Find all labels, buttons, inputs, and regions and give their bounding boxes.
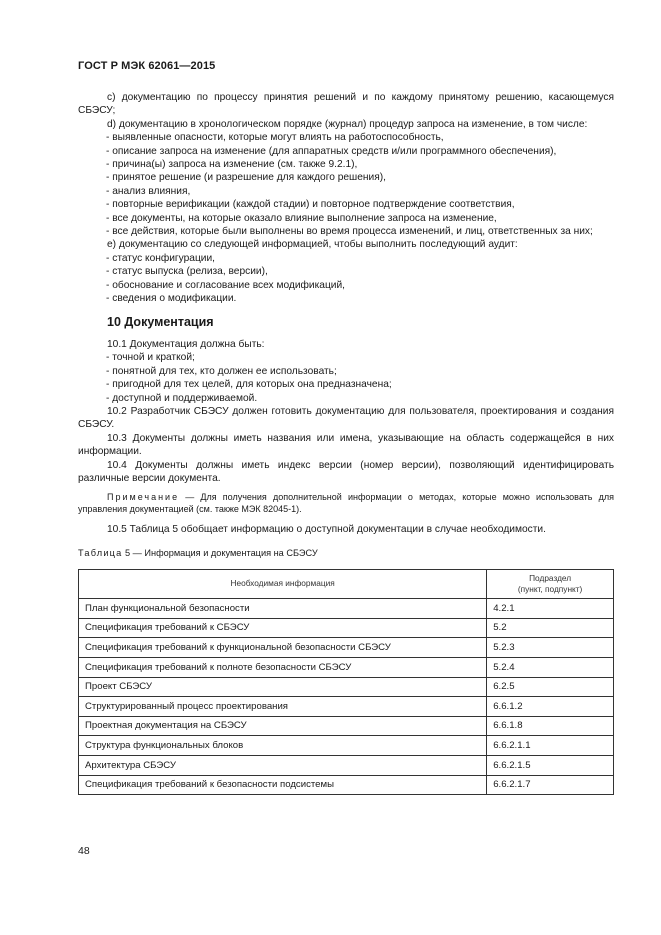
documentation-table xyxy=(78,569,614,795)
cell-info: Проект СБЭСУ xyxy=(79,677,487,697)
table-row xyxy=(79,697,614,717)
list-item: - анализ влияния, xyxy=(106,185,191,197)
list-item: - все документы, на которые оказало влияние выполнение запроса на изменение, xyxy=(106,212,497,224)
table-caption-text: 5 — Информация и документация на СБЭСУ xyxy=(122,547,318,558)
list-item: - обоснование и согласование всех модификаций, xyxy=(106,279,346,291)
table-row xyxy=(79,677,614,697)
paragraph-10-2: 10.2 Разработчик СБЭСУ должен готовить документацию для пользователя, проектирования и создания СБЭСУ. xyxy=(78,405,614,431)
note xyxy=(78,491,614,515)
document-body xyxy=(78,91,614,795)
cell-info: Спецификация требований к безопасности подсистемы xyxy=(79,775,487,795)
page-number: 48 xyxy=(78,845,90,857)
table-row xyxy=(79,736,614,756)
list-item: - статус выпуска (релиза, версии), xyxy=(106,266,268,278)
requirements-list xyxy=(78,351,614,405)
list-item: - все действия, которые были выполнены во время процесса изменений, и лиц, ответственных за них; xyxy=(106,226,593,238)
section-title: 10 Документация xyxy=(107,314,214,329)
cell-ref: 5.2 xyxy=(487,618,614,638)
table-row xyxy=(79,618,614,638)
list-e-items xyxy=(78,252,614,306)
paragraph-10-5: 10.5 Таблица 5 обобщает информацию о доступной документации в случае необходимости. xyxy=(107,524,546,536)
list-item: - причина(ы) запроса на изменение (см. также 9.2.1), xyxy=(106,159,358,171)
cell-ref: 5.2.3 xyxy=(487,638,614,658)
table-caption-label: Таблица xyxy=(78,547,123,558)
cell-ref: 5.2.4 xyxy=(487,657,614,677)
list-item: - пригодной для тех целей, для которых она предназначена; xyxy=(106,379,392,391)
table-row xyxy=(79,716,614,736)
table-row xyxy=(79,775,614,795)
cell-info: Проектная документация на СБЭСУ xyxy=(79,716,487,736)
cell-info: Спецификация требований к полноте безопасности СБЭСУ xyxy=(79,657,487,677)
cell-info: Структура функциональных блоков xyxy=(79,736,487,756)
cell-ref: 4.2.1 xyxy=(487,599,614,619)
cell-info: Архитектура СБЭСУ xyxy=(79,755,487,775)
table-row xyxy=(79,599,614,619)
list-item: - выявленные опасности, которые могут влиять на работоспособность, xyxy=(106,132,444,144)
table-row xyxy=(79,755,614,775)
paragraph-10-1: 10.1 Документация должна быть: xyxy=(107,338,265,350)
list-item-e-intro: е) документацию со следующей информацией, чтобы выполнить последующий аудит: xyxy=(107,239,518,251)
cell-ref: 6.6.2.1.1 xyxy=(487,736,614,756)
list-item: - статус конфигурации, xyxy=(106,252,216,264)
list-item-d-intro: d) документацию в хронологическом порядке (журнал) процедур запроса на изменение, в том числе: xyxy=(107,118,588,130)
list-d-items xyxy=(78,131,614,238)
column-header-subsection-line2: (пункт, подпункт) xyxy=(517,584,583,595)
table-row xyxy=(79,638,614,658)
column-header-subsection xyxy=(487,570,614,599)
cell-ref: 6.2.5 xyxy=(487,677,614,697)
cell-ref: 6.6.2.1.7 xyxy=(487,775,614,795)
list-item: - повторные верификации (каждой стадии) и повторное подтверждение соответствия, xyxy=(106,199,515,211)
cell-info: Спецификация требований к СБЭСУ xyxy=(79,618,487,638)
column-header-subsection-line1: Подраздел xyxy=(529,573,572,584)
cell-info: Структурированный процесс проектирования xyxy=(79,697,487,717)
list-item: - принятое решение (и разрешение для каждого решения), xyxy=(106,172,386,184)
list-item: - описание запроса на изменение (для аппаратных средств и/или программного обеспечения), xyxy=(106,145,557,157)
list-item: - сведения о модификации. xyxy=(106,293,237,305)
cell-info: План функциональной безопасности xyxy=(79,599,487,619)
paragraph-10-4: 10.4 Документы должны иметь индекс версии (номер версии), позволяющий идентифицировать различные версии документа. xyxy=(78,459,614,484)
table-header-row xyxy=(79,570,614,599)
document-header: ГОСТ Р МЭК 62061—2015 xyxy=(78,60,216,72)
cell-ref: 6.6.2.1.5 xyxy=(487,755,614,775)
list-item: - точной и краткой; xyxy=(106,352,195,364)
list-item-c: с) документацию по процессу принятия решений и по каждому принятому решению, касающемуся СБЭСУ; xyxy=(78,92,614,117)
cell-info: Спецификация требований к функциональной безопасности СБЭСУ xyxy=(79,638,487,658)
table-row xyxy=(79,657,614,677)
list-item: - понятной для тех, кто должен ее использовать; xyxy=(106,365,337,377)
cell-ref: 6.6.1.2 xyxy=(487,697,614,717)
cell-ref: 6.6.1.8 xyxy=(487,716,614,736)
column-header-info: Необходимая информация xyxy=(79,570,487,599)
paragraph-10-3: 10.3 Документы должны иметь названия или имена, указывающие на область содержащейся в них информации. xyxy=(78,432,614,458)
note-text: — Для получения дополнительной информации о методах, которые можно использовать для управления документацией (см. также МЭК 82045-1). xyxy=(78,492,614,515)
table-caption xyxy=(78,547,614,560)
list-item: - доступной и поддерживаемой. xyxy=(106,392,258,404)
note-label: Примечание xyxy=(107,492,180,503)
